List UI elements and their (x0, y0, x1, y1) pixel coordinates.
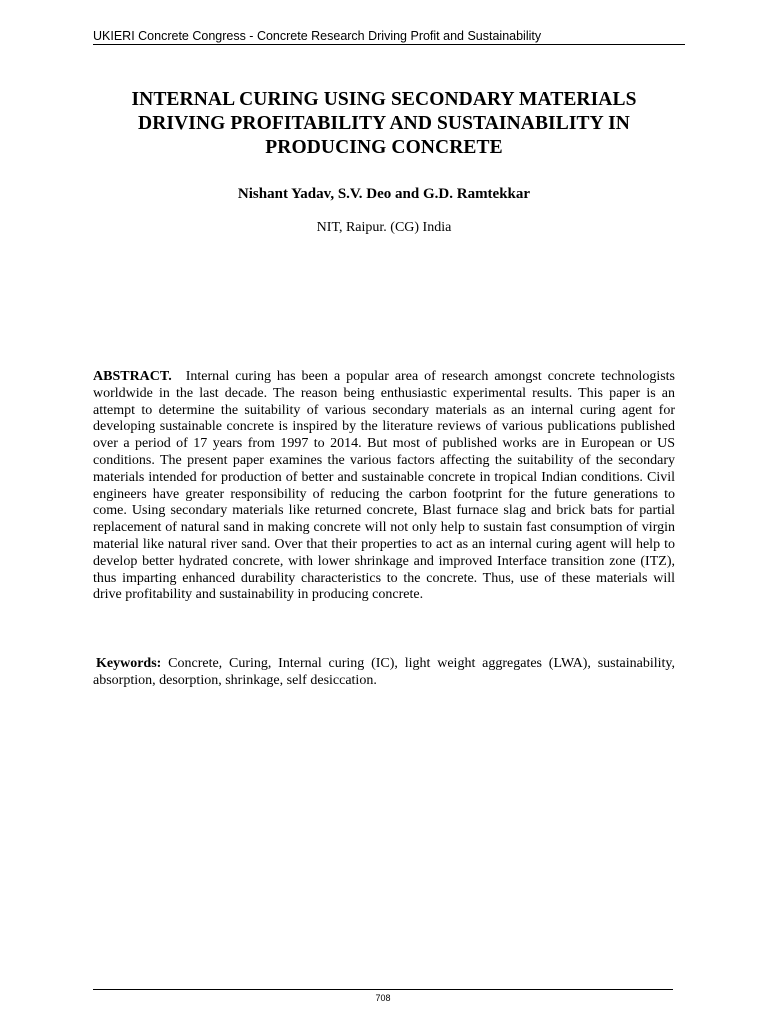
page-number: 708 (375, 993, 391, 1003)
abstract-text: Internal curing has been a popular area of research amongst concrete technologists worldwide in the last decade. The reason being enthusiastic experimental results. This paper is an attempt to determine the suitability of various secondary materials as an internal curing agent for developing sustainable concrete is inspired by the literature reviews of various publications published over a period of 17 years from 1997 to 2014. But most of published works are in European or US conditions. The present paper examines the various factors affecting the suitability of the secondary materials intended for production of better and sustainable concrete in tropical Indian conditions. Civil engineers have greater responsibility of reducing the carbon footprint for the future generations to come. Using secondary materials like returned concrete, Blast furnace slag and brick bats for partial replacement of natural sand in making concrete will not only help to sustain fast consumption of virgin material like natural river sand. Over that their properties to act as an internal curing agent will help to develop better hydrated concrete, with lower shrinkage and improved Interface transition zone (ITZ), thus imparting enhanced durability characteristics to the concrete. Thus, use of these materials will drive profitability and sustainability in producing concrete. (93, 369, 675, 603)
affiliation: NIT, Raipur. (CG) India (316, 220, 452, 235)
keywords-heading: Keywords: (96, 656, 162, 671)
paper-title (93, 88, 675, 160)
footer-divider (93, 989, 673, 990)
keywords-paragraph (93, 656, 675, 690)
running-header: UKIERI Concrete Congress - Concrete Research Driving Profit and Sustainability (93, 28, 685, 45)
abstract-paragraph (93, 369, 675, 604)
paper-title-line-1: INTERNAL CURING USING SECONDARY MATERIALS (131, 89, 637, 110)
abstract-heading: ABSTRACT. (93, 369, 172, 384)
author-list: Nishant Yadav, S.V. Deo and G.D. Ramtekkar (237, 186, 531, 202)
keywords-text: Concrete, Curing, Internal curing (IC), light weight aggregates (LWA), sustainability, absorption, desorption, shrinkage, self desiccation. (93, 656, 675, 688)
paper-title-line-3: PRODUCING CONCRETE (265, 137, 503, 158)
paper-title-line-2: DRIVING PROFITABILITY AND SUSTAINABILITY IN (138, 113, 630, 134)
